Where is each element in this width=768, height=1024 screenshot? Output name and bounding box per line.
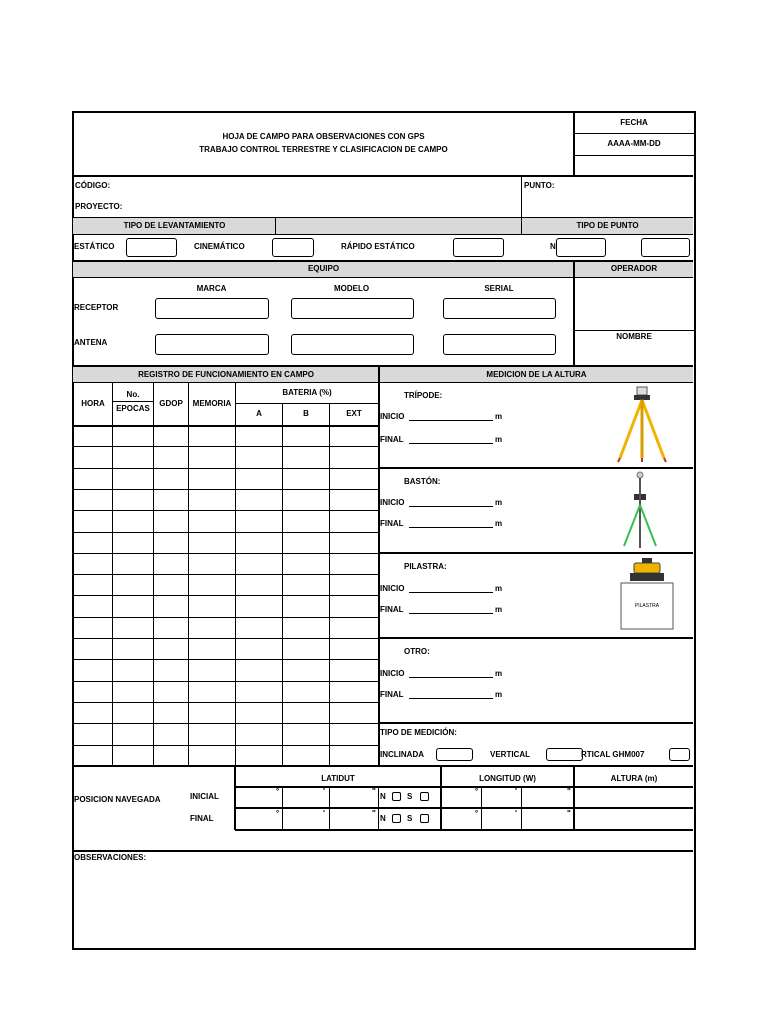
- fecha-label: FECHA: [620, 118, 648, 127]
- hora-header: HORA: [81, 399, 105, 408]
- grid-row-line: [73, 723, 378, 724]
- form-title-line1: HOJA DE CAMPO PARA OBSERVACIONES CON GPS: [222, 132, 425, 141]
- marca-label: MARCA: [196, 284, 227, 293]
- south-checkbox[interactable]: [420, 792, 429, 801]
- cinematico-label: CINEMÁTICO: [194, 242, 245, 251]
- antena-label: ANTENA: [74, 338, 108, 347]
- degree-symbol: °: [276, 787, 280, 796]
- grid-row-line: [73, 510, 378, 511]
- divider: [521, 787, 522, 829]
- latitud-header: LATIDUT: [321, 774, 355, 783]
- tripode-inicio-label: INICIO: [380, 412, 405, 421]
- grid-column-line: [282, 403, 283, 766]
- bateria-header: BATERIA (%): [282, 388, 332, 397]
- divider: [235, 807, 693, 809]
- cinematico-checkbox[interactable]: [272, 238, 314, 257]
- unit-label: m: [495, 669, 503, 678]
- pilastra-inicio-label: INICIO: [380, 584, 405, 593]
- north-label: N: [380, 792, 386, 801]
- unit-label: m: [495, 584, 503, 593]
- proyecto-label: PROYECTO:: [75, 202, 123, 211]
- south-label: S: [407, 814, 413, 823]
- vertical-label: VERTICAL: [490, 750, 530, 759]
- modelo-label: MODELO: [333, 284, 370, 293]
- divider: [73, 175, 693, 177]
- divider: [378, 787, 379, 829]
- otro-inicio-label: INICIO: [380, 669, 405, 678]
- pilastra-final-label: FINAL: [380, 605, 404, 614]
- divider: [379, 637, 693, 639]
- operador-header: OPERADOR: [610, 264, 658, 273]
- pilastra-image-label: PILASTRA: [634, 603, 660, 609]
- divider: [73, 765, 693, 767]
- divider: [379, 552, 693, 554]
- vertical-checkbox[interactable]: [546, 748, 583, 761]
- pilastra-label: PILASTRA:: [404, 562, 447, 571]
- second-symbol: ": [567, 809, 571, 818]
- grid-row-line: [73, 595, 378, 596]
- divider: [573, 261, 575, 366]
- tripode-inicio-field[interactable]: [409, 420, 493, 421]
- posicion-navegada-label: POSICION NAVEGADA: [74, 795, 161, 804]
- altura-m-header: ALTURA (m): [610, 774, 658, 783]
- unit-label: m: [495, 605, 503, 614]
- divider: [73, 850, 693, 852]
- receptor-modelo-field[interactable]: [291, 298, 414, 319]
- grid-row-line: [73, 425, 378, 427]
- divider: [73, 234, 693, 235]
- north-checkbox[interactable]: [392, 792, 401, 801]
- minute-symbol: ': [323, 809, 325, 818]
- tipo-punto-box-1[interactable]: [556, 238, 606, 257]
- form-frame: [72, 111, 696, 950]
- no-header: No.: [126, 390, 140, 399]
- tipo-punto-box-2[interactable]: [641, 238, 690, 257]
- divider: [481, 787, 482, 829]
- baston-inicio-label: INICIO: [380, 498, 405, 507]
- baston-final-field[interactable]: [409, 527, 493, 528]
- grid-row-line: [73, 574, 378, 575]
- serial-label: SERIAL: [484, 284, 514, 293]
- divider: [378, 366, 380, 766]
- estatico-checkbox[interactable]: [126, 238, 177, 257]
- divider: [329, 787, 330, 829]
- baston-label: BASTÓN:: [404, 477, 441, 486]
- grid-row-line: [73, 617, 378, 618]
- degree-symbol: °: [475, 787, 479, 796]
- bateria-b-header: B: [303, 409, 309, 418]
- divider: [379, 722, 693, 724]
- vertical-ghm-label: RTICAL GHM007: [581, 750, 645, 759]
- baston-final-label: FINAL: [380, 519, 404, 528]
- antena-serial-field[interactable]: [443, 334, 556, 355]
- degree-symbol: °: [276, 809, 280, 818]
- tipo-medicion-label: TIPO DE MEDICIÓN:: [380, 728, 457, 737]
- tripode-label: TRÍPODE:: [404, 391, 443, 400]
- divider: [235, 829, 693, 831]
- unit-label: m: [495, 435, 503, 444]
- antena-modelo-field[interactable]: [291, 334, 414, 355]
- longitud-header: LONGITUD (W): [479, 774, 536, 783]
- inclinada-label: INCLINADA: [380, 750, 424, 759]
- divider: [574, 133, 694, 134]
- baston-inicio-field[interactable]: [409, 506, 493, 507]
- medicion-altura-header: MEDICION DE LA ALTURA: [486, 370, 587, 379]
- grid-row-line: [73, 553, 378, 554]
- grid-row-line: [73, 468, 378, 469]
- codigo-label: CÓDIGO:: [75, 181, 111, 190]
- inicial-label: INICIAL: [190, 792, 219, 801]
- minute-symbol: ': [515, 809, 517, 818]
- punto-label: PUNTO:: [524, 181, 555, 190]
- divider: [275, 218, 276, 234]
- memoria-header: MEMORIA: [192, 399, 232, 408]
- second-symbol: ": [567, 787, 571, 796]
- divider: [73, 382, 693, 383]
- unit-label: m: [495, 690, 503, 699]
- grid-row-line: [73, 532, 378, 533]
- unit-label: m: [495, 412, 503, 421]
- bateria-ext-header: EXT: [346, 409, 362, 418]
- final-label: FINAL: [190, 814, 214, 823]
- equipo-header: EQUIPO: [307, 264, 340, 273]
- grid-column-line: [329, 403, 330, 766]
- survey-pole-icon: [618, 470, 662, 550]
- estatico-label: ESTÁTICO: [74, 242, 115, 251]
- divider: [574, 330, 694, 331]
- tripode-final-label: FINAL: [380, 435, 404, 444]
- grid-row-line: [73, 446, 378, 447]
- minute-symbol: ': [323, 787, 325, 796]
- unit-label: m: [495, 519, 503, 528]
- otro-inicio-field[interactable]: [409, 677, 493, 678]
- bateria-a-header: A: [256, 409, 262, 418]
- divider: [73, 217, 693, 218]
- vertical-ghm-checkbox[interactable]: [669, 748, 690, 761]
- divider: [521, 176, 522, 218]
- divider: [379, 467, 693, 469]
- observaciones-label: OBSERVACIONES:: [74, 853, 147, 862]
- grid-row-line: [73, 681, 378, 682]
- nombre-label: NOMBRE: [616, 332, 652, 341]
- south-checkbox[interactable]: [420, 814, 429, 823]
- rapido-estatico-label: RÁPIDO ESTÁTICO: [341, 242, 415, 251]
- form-title-line2: TRABAJO CONTROL TERRESTRE Y CLASIFICACION DE CAMPO: [199, 145, 448, 154]
- fecha-format[interactable]: AAAA-MM-DD: [607, 139, 661, 148]
- divider: [73, 277, 693, 278]
- north-checkbox[interactable]: [392, 814, 401, 823]
- unit-label: m: [495, 498, 503, 507]
- pilastra-final-field[interactable]: [409, 613, 493, 614]
- receptor-marca-field[interactable]: [155, 298, 269, 319]
- tripode-final-field[interactable]: [409, 443, 493, 444]
- second-symbol: ": [372, 787, 376, 796]
- antena-marca-field[interactable]: [155, 334, 269, 355]
- degree-symbol: °: [475, 809, 479, 818]
- gdop-header: GDOP: [159, 399, 183, 408]
- otro-label: OTRO:: [404, 647, 430, 656]
- divider: [236, 403, 378, 404]
- second-symbol: ": [372, 809, 376, 818]
- receptor-label: RECEPTOR: [74, 303, 119, 312]
- grid-row-line: [73, 659, 378, 660]
- inclinada-checkbox[interactable]: [436, 748, 473, 761]
- divider: [73, 365, 693, 367]
- divider: [235, 786, 693, 788]
- receptor-serial-field[interactable]: [443, 298, 556, 319]
- epocas-header: EPOCAS: [116, 404, 150, 413]
- n-label: N: [550, 242, 556, 251]
- grid-row-line: [73, 745, 378, 746]
- rapido-estatico-checkbox[interactable]: [453, 238, 504, 257]
- pillar-icon: [618, 557, 676, 633]
- grid-row-line: [73, 638, 378, 639]
- tripod-icon: [612, 384, 672, 464]
- minute-symbol: ': [515, 787, 517, 796]
- divider: [574, 155, 694, 156]
- divider: [73, 260, 693, 262]
- divider: [282, 787, 283, 829]
- registro-header: REGISTRO DE FUNCIONAMIENTO EN CAMPO: [138, 370, 314, 379]
- otro-final-field[interactable]: [409, 698, 493, 699]
- pilastra-inicio-field[interactable]: [409, 592, 493, 593]
- otro-final-label: FINAL: [380, 690, 404, 699]
- tipo-levantamiento-header: TIPO DE LEVANTAMIENTO: [123, 221, 226, 230]
- tipo-punto-header: TIPO DE PUNTO: [576, 221, 639, 230]
- grid-row-line: [73, 489, 378, 490]
- divider: [113, 401, 153, 402]
- grid-row-line: [73, 702, 378, 703]
- observaciones-field[interactable]: [74, 864, 692, 944]
- north-label: N: [380, 814, 386, 823]
- south-label: S: [407, 792, 413, 801]
